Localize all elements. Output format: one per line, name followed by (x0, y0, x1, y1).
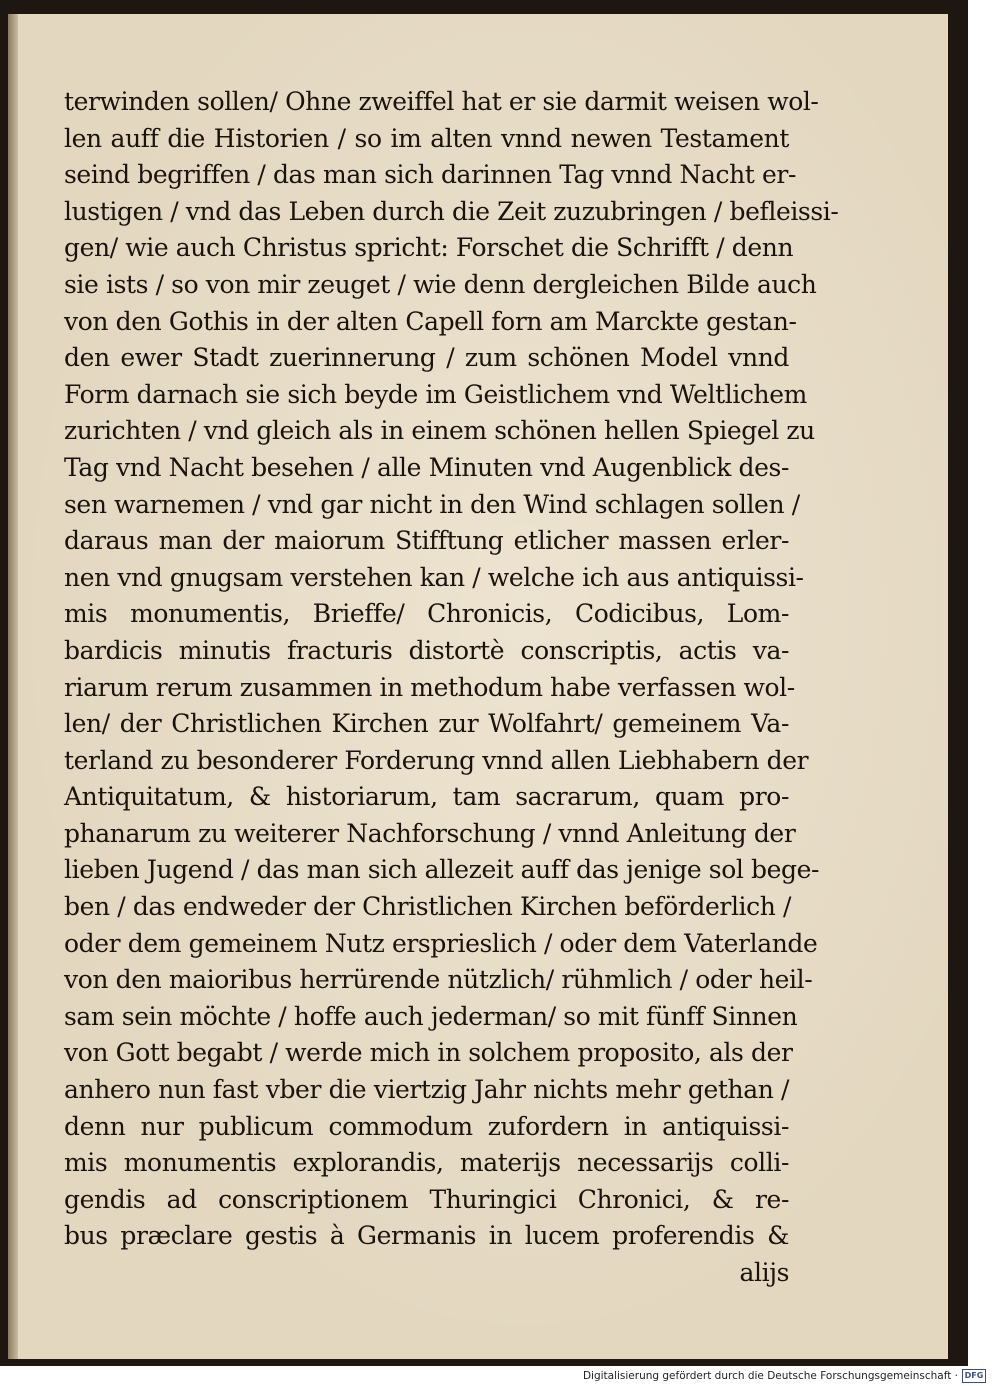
text-line: zurichten / vnd gleich als in einem schönen hellen Spiegel zu (64, 416, 815, 446)
credit-text: Digitalisierung gefördert durch die Deutsche Forschungsgemeinschaft · (582, 1370, 958, 1382)
text-line: Form darnach sie sich beyde im Geistlichem vnd Weltlichem (64, 379, 807, 409)
text-line: sen warnemen / vnd gar nicht in den Wind schlagen sollen / (64, 489, 800, 519)
text-line: nen vnd gnugsam verstehen kan / welche ich aus antiquissi- (64, 562, 804, 592)
page-text (64, 84, 839, 1292)
page-gutter-shadow (8, 14, 18, 1359)
text-line: sie ists / so von mir zeuget / wie denn dergleichen Bilde auch (64, 269, 817, 299)
text-line: mis monumentis explorandis, materijs necessarijs colli- (64, 1148, 789, 1178)
text-line: von Gott begabt / werde mich in solchem proposito, als der (64, 1038, 793, 1068)
text-line: lieben Jugend / das man sich allezeit auff das jenige sol bege- (64, 855, 820, 885)
text-line: von den Gothis in der alten Capell forn am Marckte gestan- (64, 306, 797, 336)
dfg-logo: DFG (962, 1369, 986, 1383)
text-line: len auff die Historien / so im alten vnnd newen Testament (64, 123, 789, 153)
book-page (8, 14, 948, 1359)
text-line: gendis ad conscriptionem Thuringici Chronici, & re- (64, 1184, 789, 1214)
text-line: daraus man der maiorum Stifftung etlicher massen erler- (64, 526, 789, 556)
text-line: Tag vnd Nacht besehen / alle Minuten vnd Augenblick des- (64, 452, 789, 482)
text-line: len/ der Christlichen Kirchen zur Wolfahrt/ gemeinem Va- (64, 709, 789, 739)
text-line: bardicis minutis fracturis distortè conscriptis, actis va- (64, 635, 789, 665)
text-line: oder dem gemeinem Nutz ersprieslich / oder dem Vaterlande (64, 928, 818, 958)
text-line: terland zu besonderer Forderung vnnd allen Liebhabern der (64, 745, 809, 775)
text-line: bus præclare gestis à Germanis in lucem proferendis & (64, 1221, 789, 1251)
text-line: terwinden sollen/ Ohne zweiffel hat er sie darmit weisen wol- (64, 87, 819, 116)
text-line: den ewer Stadt zuerinnerung / zum schönen Model vnnd (64, 343, 789, 373)
text-line: von den maioribus herrürende nützlich/ rühmlich / oder heil- (64, 965, 813, 995)
digitization-credit (583, 1368, 986, 1384)
text-line: anhero nun fast vber die viertzig Jahr nichts mehr gethan / (64, 1075, 789, 1105)
text-line: phanarum zu weiterer Nachforschung / vnnd Anleitung der (64, 818, 796, 848)
text-line: lustigen / vnd das Leben durch die Zeit zuzubringen / befleissi- (64, 196, 839, 226)
text-line: gen/ wie auch Christus spricht: Forschet die Schrifft / denn (64, 233, 794, 263)
text-line: riarum rerum zusammen in methodum habe verfassen wol- (64, 672, 795, 702)
text-line: mis monumentis, Brieffe/ Chronicis, Codicibus, Lom- (64, 599, 789, 629)
text-line: Antiquitatum, & historiarum, tam sacrarum, quam pro- (64, 782, 789, 812)
text-line: ben / das endweder der Christlichen Kirchen beförderlich / (64, 892, 792, 922)
text-line: denn nur publicum commodum zufordern in antiquissi- (64, 1111, 789, 1141)
text-line: seind begriffen / das man sich darinnen Tag vnnd Nacht er- (64, 160, 796, 190)
text-line: sam sein möchte / hoffe auch jederman/ so mit fünff Sinnen (64, 1001, 798, 1031)
catchword: alijs (739, 1258, 789, 1287)
